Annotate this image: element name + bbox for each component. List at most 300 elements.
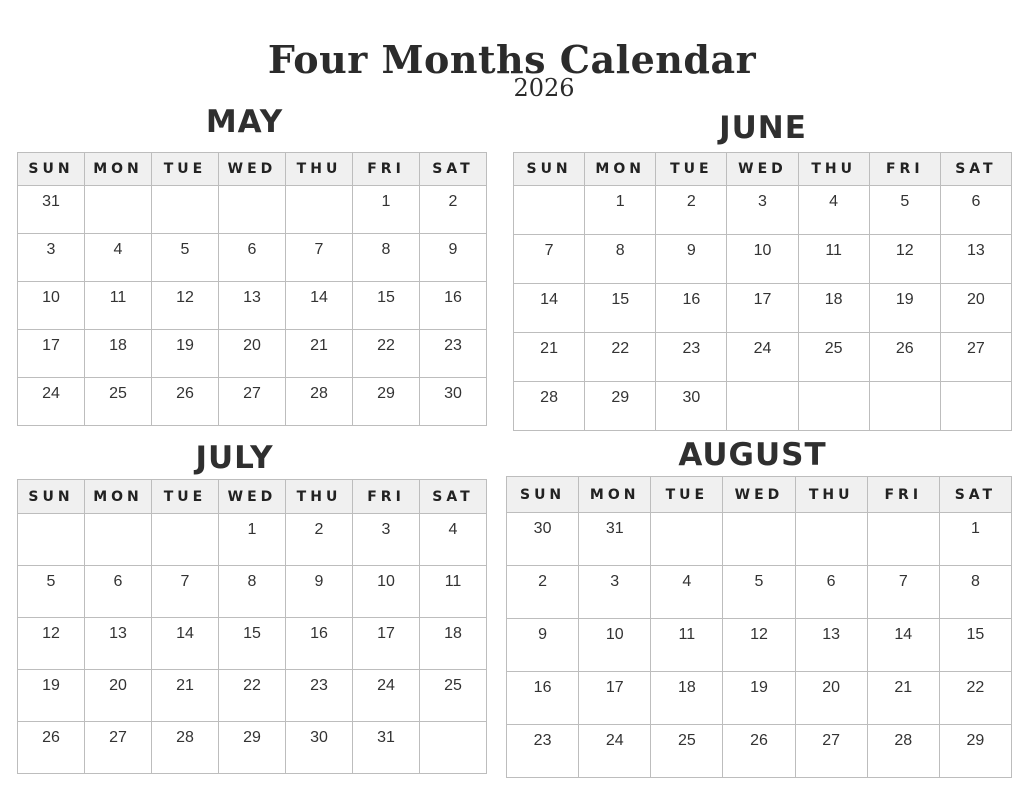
day-number: 12	[176, 289, 194, 306]
day-number	[152, 186, 218, 193]
day-number: 28	[540, 389, 558, 406]
day-number: 1	[381, 193, 391, 210]
weekday-header: THU	[798, 153, 869, 186]
day-cell	[286, 514, 353, 566]
day-number	[152, 514, 218, 521]
day-cell	[940, 333, 1011, 382]
weekday-header: MON	[579, 477, 651, 513]
day-number: 17	[605, 679, 624, 696]
day-number: 25	[109, 385, 127, 402]
day-number: 18	[109, 337, 127, 354]
day-number: 25	[824, 340, 843, 357]
day-number: 25	[444, 677, 462, 694]
day-cell	[353, 330, 420, 378]
week-row	[514, 186, 1012, 235]
day-cell	[152, 234, 219, 282]
day-number: 28	[894, 732, 913, 749]
day-number: 2	[538, 573, 548, 590]
weekday-header: THU	[286, 480, 353, 514]
month-grid-june	[513, 152, 1012, 431]
day-cell	[723, 672, 795, 725]
day-number: 18	[677, 679, 696, 696]
week-row	[507, 513, 1012, 566]
day-number	[870, 382, 940, 389]
day-cell	[940, 235, 1011, 284]
day-number: 14	[894, 626, 913, 643]
day-number: 16	[682, 291, 701, 308]
day-cell	[286, 618, 353, 670]
day-cell	[152, 514, 219, 566]
week-row	[18, 670, 487, 722]
day-number: 4	[682, 573, 692, 590]
day-number: 23	[310, 677, 328, 694]
day-number: 9	[538, 626, 548, 643]
day-cell	[507, 566, 579, 619]
day-number: 11	[678, 626, 696, 643]
day-number: 19	[176, 337, 194, 354]
day-number: 18	[824, 291, 843, 308]
day-cell	[514, 235, 585, 284]
weekday-header: TUE	[152, 153, 219, 186]
day-number: 4	[829, 193, 839, 210]
day-cell	[85, 722, 152, 774]
day-number: 16	[444, 289, 462, 306]
week-row	[507, 672, 1012, 725]
day-cell	[152, 378, 219, 426]
weekday-header: SUN	[18, 480, 85, 514]
day-cell	[152, 282, 219, 330]
day-number: 14	[176, 625, 194, 642]
day-number: 28	[310, 385, 328, 402]
weekday-header-row	[18, 153, 487, 186]
day-cell	[723, 619, 795, 672]
day-number: 22	[377, 337, 395, 354]
day-number: 31	[377, 729, 395, 746]
day-number: 2	[314, 521, 324, 538]
day-number: 13	[822, 626, 841, 643]
day-number: 9	[686, 242, 696, 259]
day-number: 25	[677, 732, 696, 749]
day-cell	[867, 672, 939, 725]
day-cell	[798, 382, 869, 431]
weekday-header: FRI	[869, 153, 940, 186]
day-number: 26	[750, 732, 768, 749]
day-number: 17	[377, 625, 395, 642]
day-cell	[514, 333, 585, 382]
month-grid-may	[17, 152, 487, 426]
weekday-header: WED	[727, 153, 798, 186]
day-number	[941, 382, 1011, 389]
day-number: 10	[605, 626, 624, 643]
day-number: 7	[180, 573, 190, 590]
day-number: 3	[610, 573, 620, 590]
weekday-header: MON	[585, 153, 656, 186]
day-cell	[795, 513, 867, 566]
day-number: 7	[314, 241, 324, 258]
day-number: 12	[750, 626, 768, 643]
day-number: 15	[611, 291, 630, 308]
day-cell	[85, 234, 152, 282]
day-cell	[219, 330, 286, 378]
day-cell	[18, 186, 85, 234]
calendar-year: 2026	[513, 74, 575, 102]
day-number: 8	[247, 573, 257, 590]
day-cell	[507, 619, 579, 672]
day-number: 17	[753, 291, 772, 308]
day-cell	[219, 514, 286, 566]
day-number: 6	[113, 573, 123, 590]
day-cell	[420, 282, 487, 330]
day-cell	[18, 282, 85, 330]
day-cell	[656, 382, 727, 431]
day-number: 31	[605, 520, 624, 537]
weekday-header: TUE	[651, 477, 723, 513]
weekday-header: SAT	[939, 477, 1011, 513]
day-number: 30	[533, 520, 552, 537]
day-number	[868, 513, 939, 520]
day-cell	[152, 618, 219, 670]
week-row	[18, 618, 487, 670]
day-cell	[353, 618, 420, 670]
week-row	[18, 330, 487, 378]
day-cell	[18, 670, 85, 722]
day-number: 7	[544, 242, 554, 259]
day-number: 10	[42, 289, 60, 306]
day-number	[799, 382, 869, 389]
day-cell	[286, 670, 353, 722]
day-cell	[152, 186, 219, 234]
day-cell	[286, 186, 353, 234]
day-cell	[85, 378, 152, 426]
day-number: 21	[310, 337, 328, 354]
day-number: 20	[243, 337, 261, 354]
day-number: 27	[243, 385, 261, 402]
day-number: 11	[444, 573, 462, 590]
day-cell	[651, 672, 723, 725]
weekday-header-row	[18, 480, 487, 514]
day-cell	[507, 672, 579, 725]
day-cell	[656, 186, 727, 235]
day-number: 15	[966, 626, 985, 643]
day-number: 6	[971, 193, 981, 210]
day-cell	[420, 234, 487, 282]
day-number: 5	[46, 573, 56, 590]
week-row	[18, 186, 487, 234]
day-number: 22	[611, 340, 630, 357]
day-cell	[651, 513, 723, 566]
day-cell	[795, 672, 867, 725]
day-number: 24	[605, 732, 624, 749]
day-number: 9	[448, 241, 458, 258]
weekday-header: WED	[219, 153, 286, 186]
day-number: 21	[176, 677, 194, 694]
day-number: 14	[310, 289, 328, 306]
day-cell	[85, 618, 152, 670]
day-cell	[579, 619, 651, 672]
day-number: 28	[176, 729, 194, 746]
day-number	[514, 186, 584, 193]
day-cell	[152, 670, 219, 722]
weekday-header: MON	[85, 153, 152, 186]
day-cell	[795, 619, 867, 672]
day-number: 5	[180, 241, 190, 258]
day-number: 6	[826, 573, 836, 590]
weekday-header: FRI	[353, 480, 420, 514]
day-number: 12	[895, 242, 914, 259]
week-row	[18, 514, 487, 566]
day-number	[420, 722, 486, 729]
day-number: 3	[381, 521, 391, 538]
day-cell	[727, 186, 798, 235]
day-cell	[869, 235, 940, 284]
day-cell	[940, 186, 1011, 235]
day-number: 12	[42, 625, 60, 642]
day-number: 27	[109, 729, 127, 746]
week-row	[507, 566, 1012, 619]
day-cell	[867, 725, 939, 778]
day-cell	[727, 382, 798, 431]
week-row	[18, 566, 487, 618]
day-cell	[723, 513, 795, 566]
day-cell	[727, 235, 798, 284]
weekday-header: TUE	[656, 153, 727, 186]
day-number: 5	[900, 193, 910, 210]
day-cell	[869, 284, 940, 333]
day-number: 22	[966, 679, 985, 696]
day-cell	[867, 513, 939, 566]
day-cell	[85, 186, 152, 234]
day-number: 20	[109, 677, 127, 694]
day-number	[85, 514, 151, 521]
week-row	[514, 235, 1012, 284]
day-cell	[798, 284, 869, 333]
day-cell	[727, 333, 798, 382]
day-cell	[219, 378, 286, 426]
day-number: 29	[966, 732, 985, 749]
weekday-header: FRI	[353, 153, 420, 186]
day-number: 7	[898, 573, 908, 590]
day-cell	[798, 333, 869, 382]
day-cell	[585, 284, 656, 333]
day-cell	[353, 670, 420, 722]
day-number: 24	[42, 385, 60, 402]
day-number	[796, 513, 867, 520]
day-number: 24	[753, 340, 772, 357]
day-cell	[152, 566, 219, 618]
week-row	[514, 333, 1012, 382]
day-cell	[939, 513, 1011, 566]
day-number: 24	[377, 677, 395, 694]
day-cell	[18, 234, 85, 282]
day-cell	[723, 566, 795, 619]
day-cell	[585, 235, 656, 284]
day-number: 8	[615, 242, 625, 259]
day-cell	[286, 234, 353, 282]
day-number: 20	[967, 291, 985, 308]
day-cell	[353, 566, 420, 618]
day-number: 31	[42, 193, 60, 210]
day-cell	[18, 514, 85, 566]
day-number: 29	[611, 389, 630, 406]
day-cell	[286, 566, 353, 618]
day-number: 26	[42, 729, 60, 746]
day-cell	[152, 330, 219, 378]
day-number: 16	[533, 679, 552, 696]
day-cell	[353, 186, 420, 234]
day-number	[18, 514, 84, 521]
weekday-header: SAT	[940, 153, 1011, 186]
day-cell	[286, 722, 353, 774]
day-cell	[353, 722, 420, 774]
week-row	[507, 619, 1012, 672]
day-number	[286, 186, 352, 193]
day-cell	[18, 330, 85, 378]
day-number: 1	[247, 521, 257, 538]
day-cell	[940, 382, 1011, 431]
day-cell	[869, 333, 940, 382]
day-number: 18	[444, 625, 462, 642]
day-number: 30	[444, 385, 462, 402]
day-number: 2	[686, 193, 696, 210]
day-cell	[219, 186, 286, 234]
week-row	[18, 378, 487, 426]
day-cell	[18, 378, 85, 426]
day-number: 19	[42, 677, 60, 694]
day-cell	[940, 284, 1011, 333]
day-cell	[798, 235, 869, 284]
day-cell	[286, 330, 353, 378]
month-title-july: JULY	[195, 440, 274, 476]
day-cell	[420, 378, 487, 426]
weekday-header: THU	[795, 477, 867, 513]
week-row	[514, 284, 1012, 333]
day-cell	[85, 330, 152, 378]
day-cell	[353, 378, 420, 426]
day-number: 22	[243, 677, 261, 694]
day-cell	[353, 234, 420, 282]
day-cell	[420, 722, 487, 774]
day-number: 6	[247, 241, 257, 258]
day-cell	[18, 618, 85, 670]
day-cell	[420, 514, 487, 566]
day-cell	[420, 330, 487, 378]
day-number: 4	[113, 241, 123, 258]
day-cell	[219, 234, 286, 282]
day-number: 27	[967, 340, 985, 357]
day-cell	[353, 282, 420, 330]
day-number: 26	[895, 340, 914, 357]
day-number: 11	[825, 242, 842, 259]
day-cell	[656, 235, 727, 284]
day-cell	[219, 722, 286, 774]
day-number: 23	[533, 732, 552, 749]
day-cell	[795, 725, 867, 778]
day-number	[651, 513, 722, 520]
weekday-header: SAT	[420, 480, 487, 514]
day-cell	[219, 282, 286, 330]
month-grid-july	[17, 479, 487, 774]
day-number	[219, 186, 285, 193]
day-number: 10	[377, 573, 395, 590]
day-number: 26	[176, 385, 194, 402]
day-number: 16	[310, 625, 328, 642]
weekday-header-row	[507, 477, 1012, 513]
month-title-may: MAY	[205, 104, 284, 140]
day-cell	[85, 566, 152, 618]
day-number: 14	[540, 291, 558, 308]
day-cell	[723, 725, 795, 778]
weekday-header: FRI	[867, 477, 939, 513]
day-number	[727, 382, 797, 389]
day-cell	[420, 618, 487, 670]
day-number: 5	[754, 573, 764, 590]
day-number: 4	[448, 521, 458, 538]
day-cell	[939, 672, 1011, 725]
day-number: 1	[970, 520, 980, 537]
day-number: 11	[109, 289, 127, 306]
day-number: 2	[448, 193, 458, 210]
weekday-header: THU	[286, 153, 353, 186]
week-row	[18, 282, 487, 330]
day-number: 23	[444, 337, 462, 354]
day-cell	[514, 382, 585, 431]
day-number: 3	[758, 193, 767, 210]
week-row	[514, 382, 1012, 431]
day-cell	[651, 566, 723, 619]
day-cell	[18, 722, 85, 774]
day-cell	[152, 722, 219, 774]
day-cell	[579, 566, 651, 619]
day-cell	[867, 619, 939, 672]
day-cell	[286, 378, 353, 426]
day-cell	[18, 566, 85, 618]
day-number: 1	[615, 193, 625, 210]
day-cell	[798, 186, 869, 235]
day-cell	[585, 382, 656, 431]
page-title: Four Months Calendar	[267, 37, 757, 82]
day-number: 20	[822, 679, 841, 696]
day-cell	[420, 186, 487, 234]
day-number	[723, 513, 794, 520]
day-number: 21	[540, 340, 558, 357]
day-cell	[219, 670, 286, 722]
day-number: 29	[377, 385, 395, 402]
day-number: 21	[894, 679, 913, 696]
day-number: 13	[967, 242, 985, 259]
day-number: 15	[377, 289, 395, 306]
day-number: 30	[310, 729, 328, 746]
day-number: 10	[753, 242, 772, 259]
day-cell	[939, 619, 1011, 672]
day-number: 3	[46, 241, 56, 258]
day-number: 13	[109, 625, 127, 642]
day-cell	[867, 566, 939, 619]
day-cell	[795, 566, 867, 619]
day-number: 23	[682, 340, 701, 357]
day-number: 8	[970, 573, 980, 590]
day-cell	[579, 725, 651, 778]
day-number: 17	[42, 337, 60, 354]
day-number: 13	[243, 289, 261, 306]
day-number: 8	[381, 241, 391, 258]
day-cell	[219, 566, 286, 618]
weekday-header: WED	[723, 477, 795, 513]
weekday-header: SUN	[514, 153, 585, 186]
day-cell	[286, 282, 353, 330]
month-title-august: AUGUST	[678, 437, 827, 473]
week-row	[18, 722, 487, 774]
day-cell	[420, 670, 487, 722]
